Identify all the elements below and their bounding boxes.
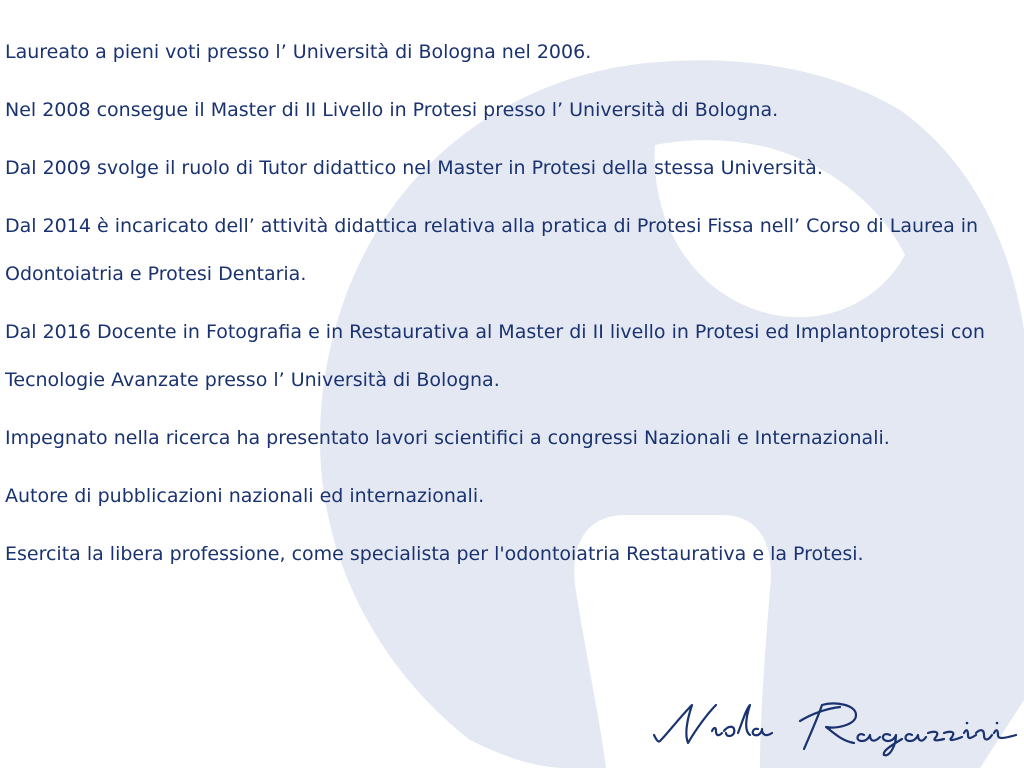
bio-paragraph-education: Laureato a pieni voti presso l’ Università di Bologna nel 2006. (5, 41, 592, 63)
bio-text (5, 28, 1019, 588)
handwritten-signature (650, 695, 1020, 760)
bio-paragraph-practice: Esercita la libera professione, come specialista per l'odontoiatria Restaurativa e la Protesi. (5, 543, 864, 565)
bio-paragraph-master: Nel 2008 consegue il Master di II Livello in Protesi presso l’ Università di Bologna. (5, 99, 779, 121)
bio-paragraph-tutor: Dal 2009 svolge il ruolo di Tutor didattico nel Master in Protesi della stessa Università. (5, 157, 823, 179)
bio-paragraph-teaching: Dal 2014 è incaricato dell’ attività didattica relativa alla pratica di Protesi Fissa nell’ Corso di Laurea in Odontoiatria e Protesi Dentaria. (5, 215, 979, 285)
bio-paragraph-research: Impegnato nella ricerca ha presentato lavori scientifici a congressi Nazionali e Internazionali. (5, 427, 890, 449)
bio-paragraph-publications: Autore di pubblicazioni nazionali ed internazionali. (5, 485, 485, 507)
bio-paragraph-docente: Dal 2016 Docente in Fotografia e in Restaurativa al Master di II livello in Protesi ed Implantoprotesi con Tecnologie Avanzate presso l’ Università di Bologna. (5, 321, 985, 391)
